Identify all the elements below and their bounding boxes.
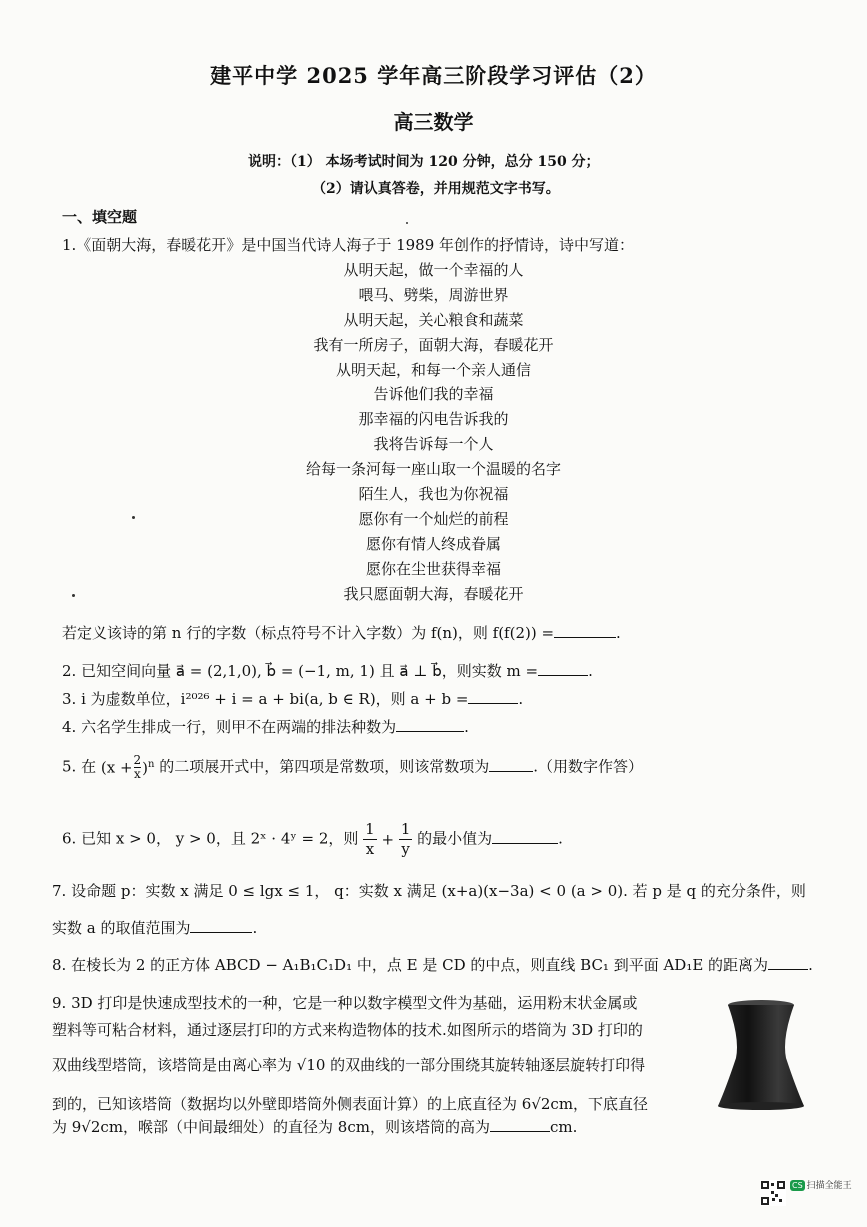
poem-line: 从明天起，做一个幸福的人	[343, 261, 524, 279]
answer-blank-3[interactable]	[468, 689, 518, 704]
qr-code-icon	[760, 1180, 786, 1206]
question-2-text: 2. 已知空间向量 a⃗ = (2,1,0), b⃗ = (−1, m, 1) 且 a⃗ ⊥ b⃗，则实数 m =	[62, 662, 539, 680]
poem-line: 愿你在尘世获得幸福	[365, 559, 501, 578]
poem-line: 从明天起，关心粮食和蔬菜	[343, 310, 524, 329]
question-9-line-2: 塑料等可粘合材料，通过逐层打印的方式来构造物体的技术.如图所示的塔筒为 3D 打印的	[52, 1021, 643, 1039]
question-9-unit: cm.	[549, 1118, 578, 1136]
answer-blank-5[interactable]	[489, 757, 533, 772]
question-8-text: 8. 在棱长为 2 的正方体 ABCD − A₁B₁C₁D₁ 中，点 E 是 CD 的中点，则直线 BC₁ 到平面 AD₁E 的距离为	[52, 956, 769, 974]
poem-line: 愿你有一个灿烂的前程	[358, 509, 509, 528]
question-5	[62, 754, 643, 781]
answer-blank-7[interactable]	[190, 918, 252, 933]
question-7-text: 实数 a 的取值范围为	[52, 919, 191, 937]
question-3: 3. i 为虚数单位，i²⁰²⁶ + i = a + bi(a, b ∈ R)，则 a + b = .	[62, 690, 524, 708]
scanner-logo-icon: CS	[792, 1181, 803, 1190]
poem-line: 愿你有情人终成眷属	[365, 534, 501, 553]
hyperbolic-tower-image	[716, 998, 806, 1110]
scanner-name: 扫描全能王	[806, 1181, 852, 1191]
question-1-intro: 1.《面朝大海，春暖花开》是中国当代诗人海子于 1989 年创作的抒情诗，诗中写道：	[62, 236, 635, 254]
question-4-text: 4. 六名学生排成一行，则甲不在两端的排法种数为	[62, 718, 397, 736]
question-9-line-1: 9. 3D 打印是快速成型技术的一种，它是一种以数字模型文件为基础，运用粉末状金属或	[52, 994, 638, 1012]
answer-blank-8[interactable]	[768, 955, 808, 970]
poem-line: 我只愿面朝大海，春暖花开	[343, 584, 524, 603]
question-5-tail: .（用数字作答）	[533, 757, 644, 776]
question-1-prompt: 若定义该诗的第 n 行的字数（标点符号不计入字数）为 f(n)，则 f(f(2)) = .	[62, 624, 621, 642]
scanner-watermark	[790, 1180, 852, 1192]
reciprocal-sum-expression: $\frac{1}{x}$ + $\frac{1}{y}$	[365, 820, 411, 858]
question-7-line-2: 实数 a 的取值范围为 .	[52, 919, 258, 937]
question-2: 2. 已知空间向量 a⃗ = (2,1,0), b⃗ = (−1, m, 1) 且 a⃗ ⊥ b⃗，则实数 m = .	[62, 662, 593, 680]
question-9-line-4: 到的，已知该塔筒（数据均以外壁即塔筒外侧表面计算）的上底直径为 6√2cm，下底直径	[52, 1095, 649, 1113]
answer-blank-9[interactable]	[490, 1117, 550, 1132]
poem-line: 那幸福的闪电告诉我的	[358, 410, 509, 429]
poem-line: 从明天起，和每一个亲人通信	[335, 360, 531, 379]
poem-block	[0, 258, 867, 606]
answer-blank-6[interactable]	[492, 829, 558, 844]
exam-subtitle: 高三数学	[393, 110, 474, 134]
poem-line: 喂马、劈柴，周游世界	[358, 285, 509, 304]
poem-line: 我有一所房子，面朝大海，春暖花开	[313, 335, 554, 354]
question-3-text: 3. i 为虚数单位，i²⁰²⁶ + i = a + bi(a, b ∈ R)，则 a + b =	[62, 690, 469, 708]
answer-blank-1[interactable]	[554, 623, 616, 638]
question-6: 6. 已知 x > 0， y > 0，且 2ˣ · 4ʸ = 2，则 $\frac{1}{x}$ + $\frac{1}{y}$ 的最小值为 .	[62, 820, 563, 858]
question-5-post: 的二项展开式中，第四项是常数项，则该常数项为	[159, 757, 490, 776]
scan-speck	[72, 594, 75, 597]
question-4: 4. 六名学生排成一行，则甲不在两端的排法种数为 .	[62, 718, 469, 736]
exam-title: 建平中学 2025 学年高三阶段学习评估（2）	[210, 63, 657, 88]
answer-blank-2[interactable]	[538, 661, 588, 676]
question-9-text: 为 9√2cm，喉部（中间最细处）的直径为 8cm，则该塔筒的高为	[52, 1118, 490, 1136]
instruction-line-2: （2）请认真答卷，并用规范文字书写。	[312, 181, 560, 197]
question-5-pre: 5. 在	[62, 757, 97, 776]
question-8: 8. 在棱长为 2 的正方体 ABCD − A₁B₁C₁D₁ 中，点 E 是 CD 的中点，则直线 BC₁ 到平面 AD₁E 的距离为 .	[52, 956, 813, 974]
binomial-expression: (x + $\frac{2}{x}$ )$^n$	[100, 753, 155, 781]
question-9-line-3: 双曲线型塔筒，该塔筒是由离心率为 √10 的双曲线的一部分围绕其旋转轴逐层旋转打印得	[52, 1056, 646, 1074]
poem-line: 告诉他们我的幸福	[373, 385, 494, 404]
scan-speck	[406, 222, 408, 224]
section-heading: 一、填空题	[62, 208, 138, 226]
poem-line: 给每一条河每一座山取一个温暖的名字	[305, 460, 561, 479]
question-6-post: 的最小值为	[417, 829, 493, 848]
question-9-line-5	[52, 1116, 577, 1137]
poem-line: 我将告诉每一个人	[373, 435, 494, 454]
question-6-pre: 6. 已知 x > 0， y > 0，且 2ˣ · 4ʸ = 2，则	[62, 829, 359, 848]
instruction-line-1: 说明：（1） 本场考试时间为 120 分钟，总分 150 分；	[248, 154, 600, 170]
question-7-line-1: 7. 设命题 p：实数 x 满足 0 ≤ lgx ≤ 1， q：实数 x 满足 (x+a)(x−3a) < 0 (a > 0). 若 p 是 q 的充分条件，则	[52, 882, 806, 900]
answer-blank-4[interactable]	[396, 717, 464, 732]
question-1-text: 若定义该诗的第 n 行的字数（标点符号不计入字数）为 f(n)，则 f(f(2)) =	[62, 624, 555, 642]
scan-speck	[132, 516, 135, 519]
poem-line: 陌生人，我也为你祝福	[358, 485, 509, 504]
